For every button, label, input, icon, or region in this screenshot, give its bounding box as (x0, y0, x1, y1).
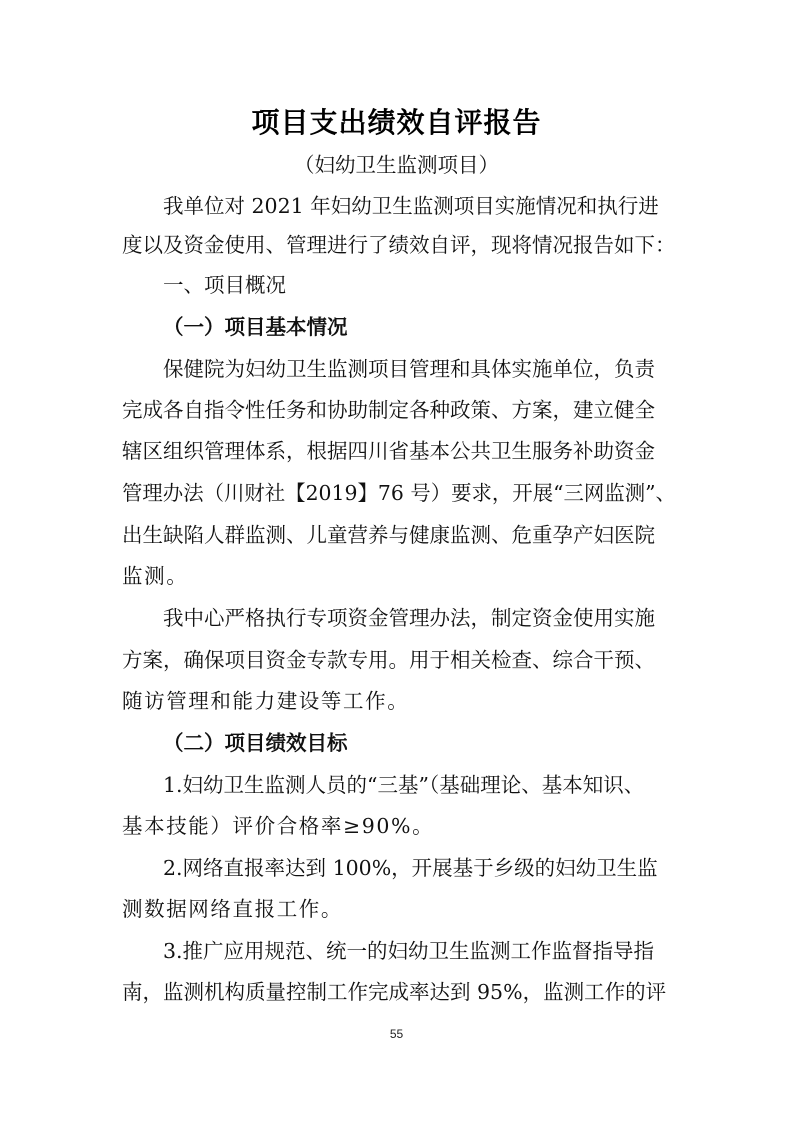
page-number: 55 (389, 1027, 404, 1041)
report-title: 项目支出绩效自评报告 (251, 106, 542, 139)
para1-line-3: 辖区组织管理体系，根据四川省基本公共卫生服务补助资金 (122, 439, 655, 463)
subsection-heading-basic-info: （一）项目基本情况 (163, 315, 348, 339)
goal-2-line-2: 测数据网络直报工作。 (122, 897, 343, 921)
para2-line-3: 随访管理和能力建设等工作。 (122, 689, 410, 713)
para1-line-6: 监测。 (122, 564, 189, 588)
section-heading-overview: 一、项目概况 (163, 273, 286, 297)
goal-2-line-1: 2.网络直报率达到 100%，开展基于乡级的妇幼卫生监 (163, 856, 658, 880)
goal-1-line-1: 1.妇幼卫生监测人员的“三基”（基础理论、基本知识、 (163, 773, 645, 797)
goal-1-line-2: 基本技能）评价合格率≥90%。 (122, 814, 435, 838)
para1-line-4: 管理办法（川财社【2019】76 号）要求，开展“三网监测”、 (122, 481, 676, 505)
report-subtitle: （妇幼卫生监测项目） (294, 153, 499, 177)
para1-line-2: 完成各自指令性任务和协助制定各种政策、方案，建立健全 (122, 398, 655, 422)
goal-3-line-2: 南，监测机构质量控制工作完成率达到 95%，监测工作的评 (122, 980, 667, 1004)
para2-line-2: 方案，确保项目资金专款专用。用于相关检查、综合干预、 (122, 648, 655, 672)
intro-line-2: 度以及资金使用、管理进行了绩效自评，现将情况报告如下： (122, 233, 676, 257)
subsection-heading-performance-goals: （二）项目绩效目标 (163, 731, 348, 755)
intro-line-1: 我单位对 2021 年妇幼卫生监测项目实施情况和执行进 (163, 194, 659, 218)
para1-line-1: 保健院为妇幼卫生监测项目管理和具体实施单位，负责 (163, 357, 655, 381)
goal-3-line-1: 3.推广应用规范、统一的妇幼卫生监测工作监督指导指 (163, 939, 655, 963)
para2-line-1: 我中心严格执行专项资金管理办法，制定资金使用实施 (163, 606, 655, 630)
para1-line-5: 出生缺陷人群监测、儿童营养与健康监测、危重孕产妇医院 (122, 523, 655, 547)
